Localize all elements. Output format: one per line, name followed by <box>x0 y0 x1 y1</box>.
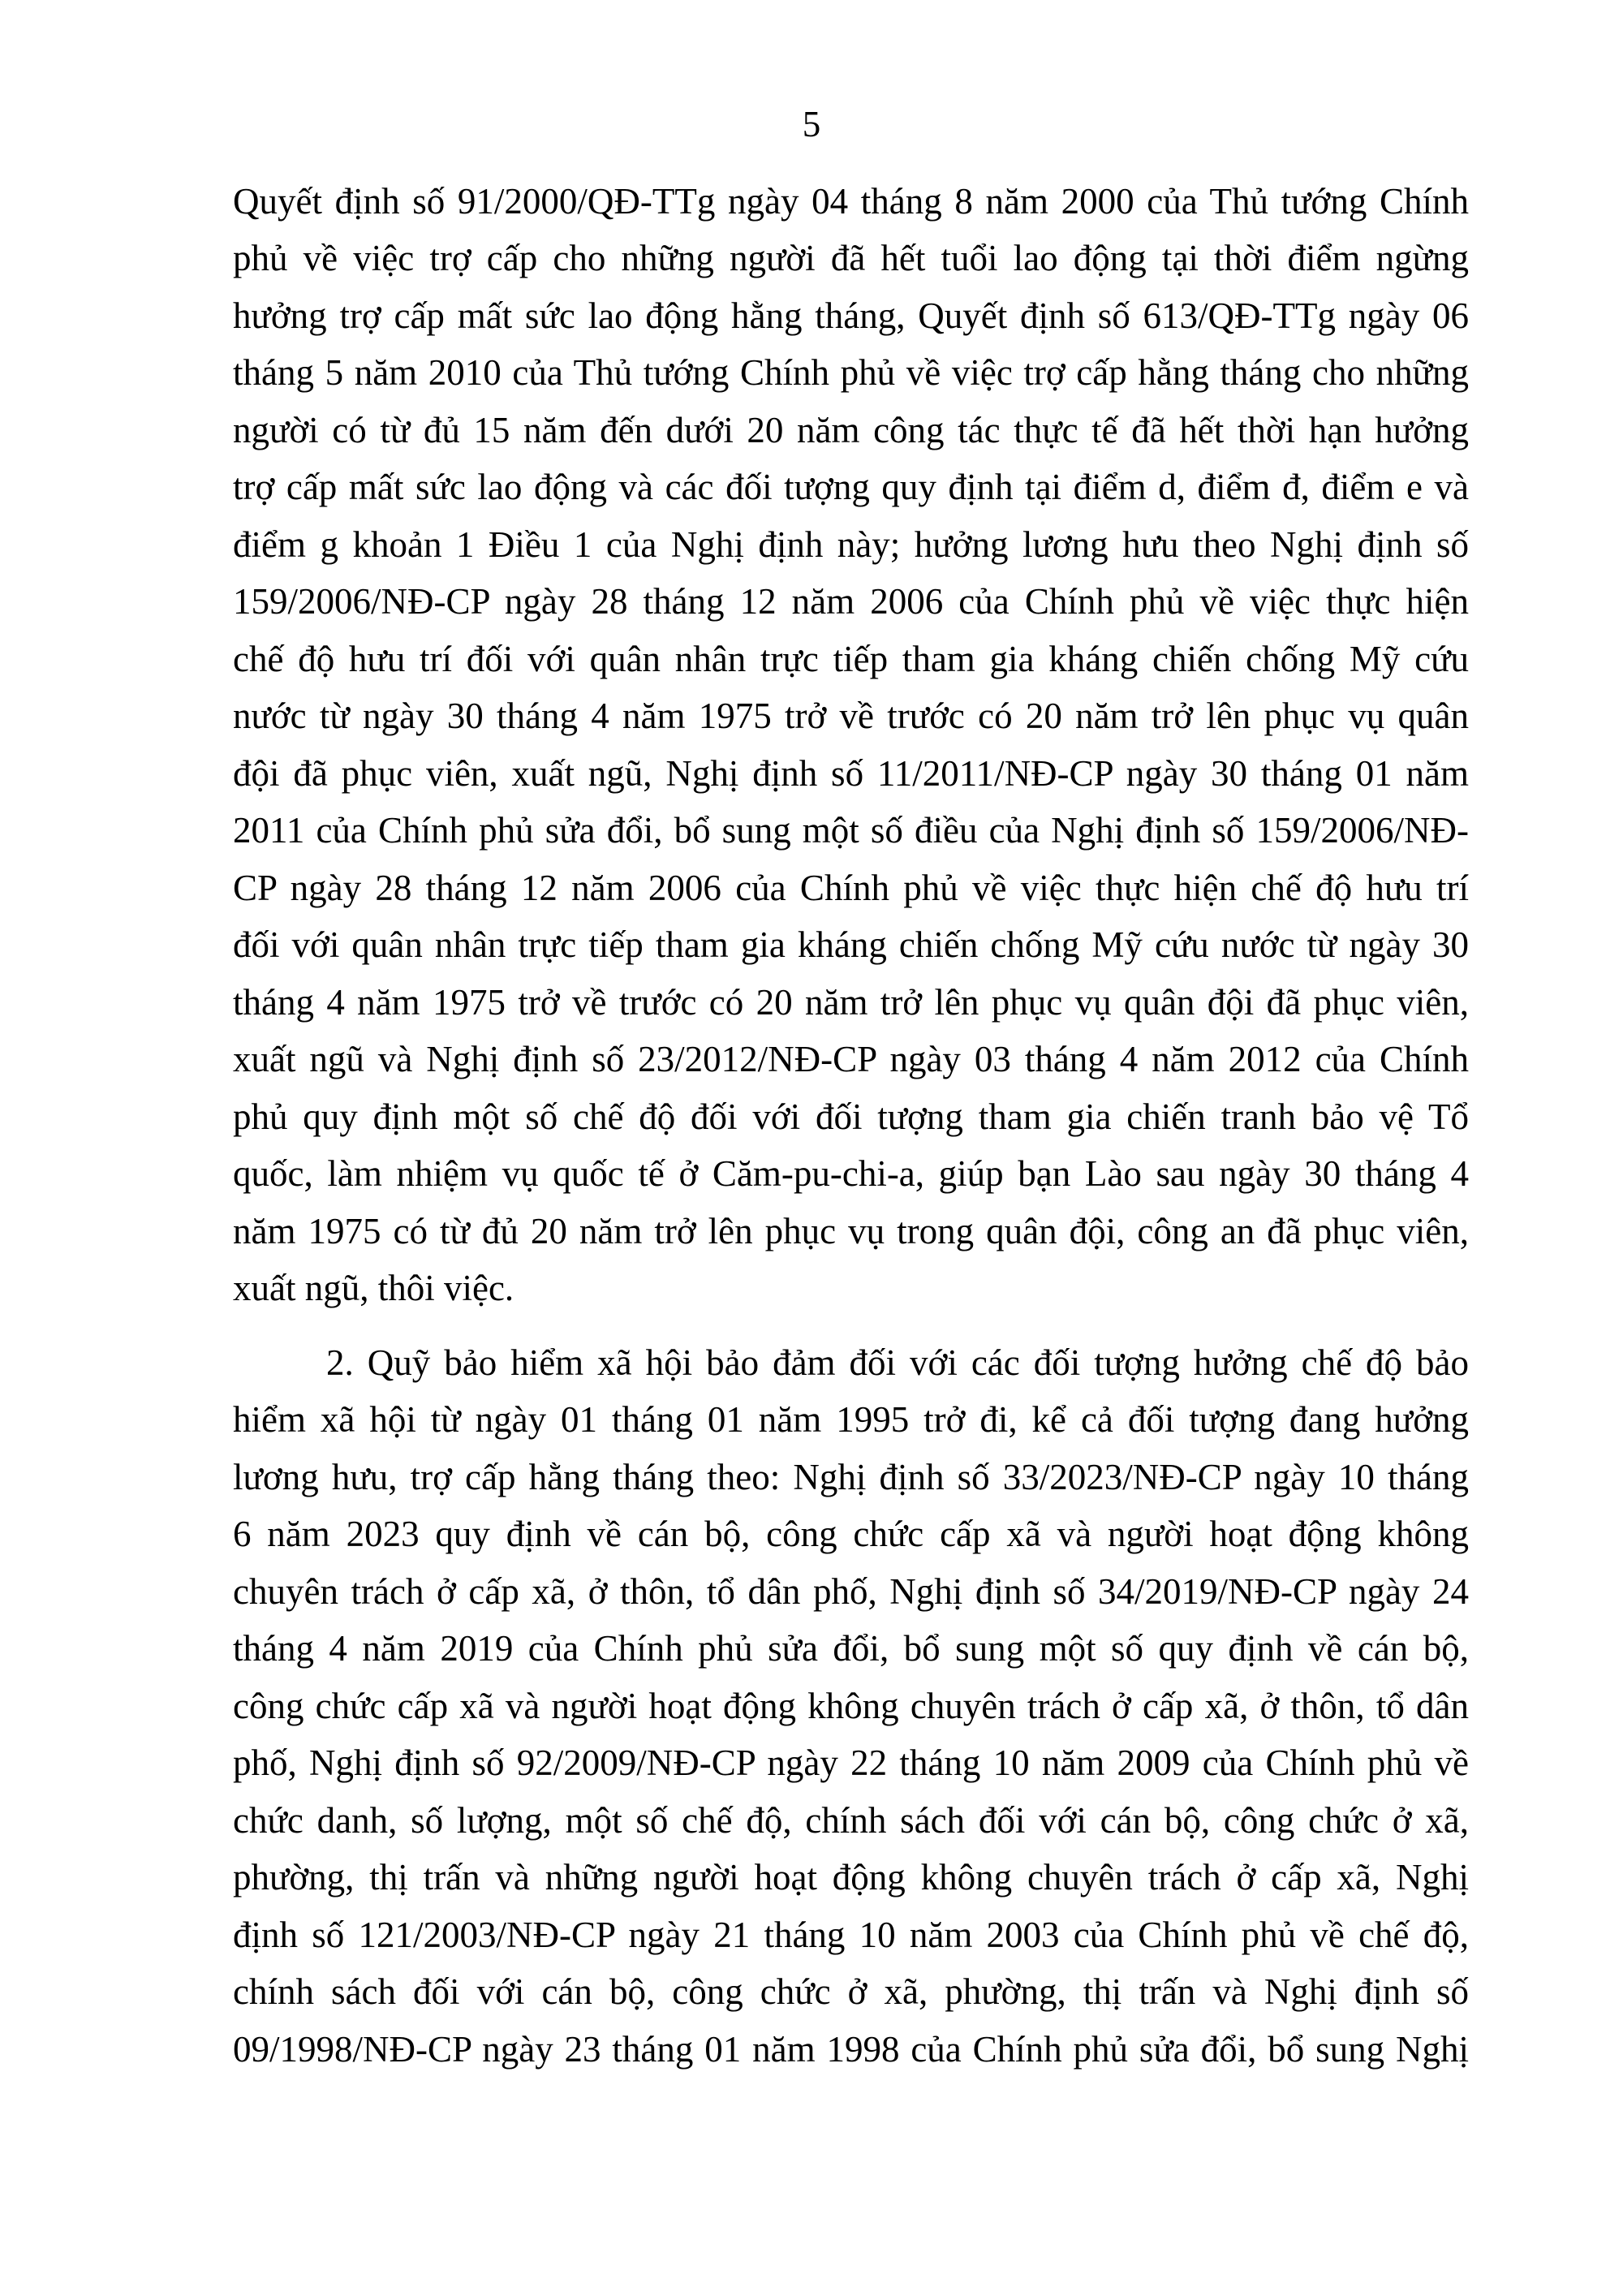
text-line: xuất ngũ và Nghị định số 23/2012/NĐ-CP ngày 03 tháng 4 năm 2012 của Chính <box>233 1039 1469 1079</box>
text-line: lương hưu, trợ cấp hằng tháng theo: Nghị định số 33/2023/NĐ-CP ngày 10 tháng <box>233 1456 1469 1497</box>
text-line: hưởng trợ cấp mất sức lao động hằng tháng, Quyết định số 613/QĐ-TTg ngày 06 <box>233 295 1469 336</box>
text-line: xuất ngũ, thôi việc. <box>233 1268 514 1308</box>
text-line: trợ cấp mất sức lao động và các đối tượng quy định tại điểm d, điểm đ, điểm e và <box>233 467 1469 507</box>
text-line: công chức cấp xã và người hoạt động không chuyên trách ở cấp xã, ở thôn, tổ dân <box>233 1685 1469 1726</box>
paragraph-2 <box>233 1334 1469 2078</box>
text-line: CP ngày 28 tháng 12 năm 2006 của Chính phủ về việc thực hiện chế độ hưu trí <box>233 867 1469 908</box>
text-line: định số 121/2003/NĐ-CP ngày 21 tháng 10 năm 2003 của Chính phủ về chế độ, <box>233 1914 1469 1955</box>
text-line: tháng 5 năm 2010 của Thủ tướng Chính phủ về việc trợ cấp hằng tháng cho những <box>233 352 1469 393</box>
document-body <box>233 173 1469 2078</box>
text-line: phủ về việc trợ cấp cho những người đã hết tuổi lao động tại thời điểm ngừng <box>233 238 1469 278</box>
text-line: tháng 4 năm 1975 trở về trước có 20 năm trở lên phục vụ quân đội đã phục viên, <box>233 981 1469 1023</box>
text-line: phường, thị trấn và những người hoạt động không chuyên trách ở cấp xã, Nghị <box>233 1857 1469 1898</box>
text-line: Quyết định số 91/2000/QĐ-TTg ngày 04 tháng 8 năm 2000 của Thủ tướng Chính <box>233 180 1469 222</box>
text-line: chính sách đối với cán bộ, công chức ở xã, phường, thị trấn và Nghị định số <box>233 1971 1469 2012</box>
text-line: quốc, làm nhiệm vụ quốc tế ở Căm-pu-chi-a, giúp bạn Lào sau ngày 30 tháng 4 <box>233 1153 1469 1194</box>
text-line: phố, Nghị định số 92/2009/NĐ-CP ngày 22 tháng 10 năm 2009 của Chính phủ về <box>233 1742 1469 1783</box>
text-line: chuyên trách ở cấp xã, ở thôn, tổ dân phố, Nghị định số 34/2019/NĐ-CP ngày 24 <box>233 1570 1469 1612</box>
text-line: 6 năm 2023 quy định về cán bộ, công chức cấp xã và người hoạt động không <box>233 1514 1469 1554</box>
text-line: đội đã phục viên, xuất ngũ, Nghị định số 11/2011/NĐ-CP ngày 30 tháng 01 năm <box>233 752 1469 794</box>
text-line: 159/2006/NĐ-CP ngày 28 tháng 12 năm 2006 của Chính phủ về việc thực hiện <box>233 581 1469 622</box>
text-line: tháng 4 năm 2019 của Chính phủ sửa đổi, bổ sung một số quy định về cán bộ, <box>233 1628 1469 1669</box>
text-line: điểm g khoản 1 Điều 1 của Nghị định này; hưởng lương hưu theo Nghị định số <box>233 523 1469 565</box>
text-line: chức danh, số lượng, một số chế độ, chính sách đối với cán bộ, công chức ở xã, <box>233 1799 1469 1841</box>
text-line: 09/1998/NĐ-CP ngày 23 tháng 01 năm 1998 của Chính phủ sửa đổi, bổ sung Nghị <box>233 2028 1469 2070</box>
text-line: người có từ đủ 15 năm đến dưới 20 năm công tác thực tế đã hết thời hạn hưởng <box>233 409 1469 450</box>
page-number: 5 <box>802 104 821 144</box>
text-line: 2011 của Chính phủ sửa đổi, bổ sung một số điều của Nghị định số 159/2006/NĐ- <box>233 810 1469 851</box>
text-line: hiểm xã hội từ ngày 01 tháng 01 năm 1995 trở đi, kể cả đối tượng đang hưởng <box>233 1399 1469 1440</box>
text-line: nước từ ngày 30 tháng 4 năm 1975 trở về trước có 20 năm trở lên phục vụ quân <box>233 696 1469 736</box>
text-line: đối với quân nhân trực tiếp tham gia kháng chiến chống Mỹ cứu nước từ ngày 30 <box>233 924 1469 965</box>
text-line: năm 1975 có từ đủ 20 năm trở lên phục vụ trong quân đội, công an đã phục viên, <box>233 1210 1469 1251</box>
text-line: phủ quy định một số chế độ đối với đối tượng tham gia chiến tranh bảo vệ Tổ <box>233 1096 1469 1137</box>
text-line: chế độ hưu trí đối với quân nhân trực tiếp tham gia kháng chiến chống Mỹ cứu <box>233 638 1469 679</box>
paragraph-1 <box>233 173 1469 1317</box>
text-line: 2. Quỹ bảo hiểm xã hội bảo đảm đối với các đối tượng hưởng chế độ bảo <box>326 1342 1469 1383</box>
